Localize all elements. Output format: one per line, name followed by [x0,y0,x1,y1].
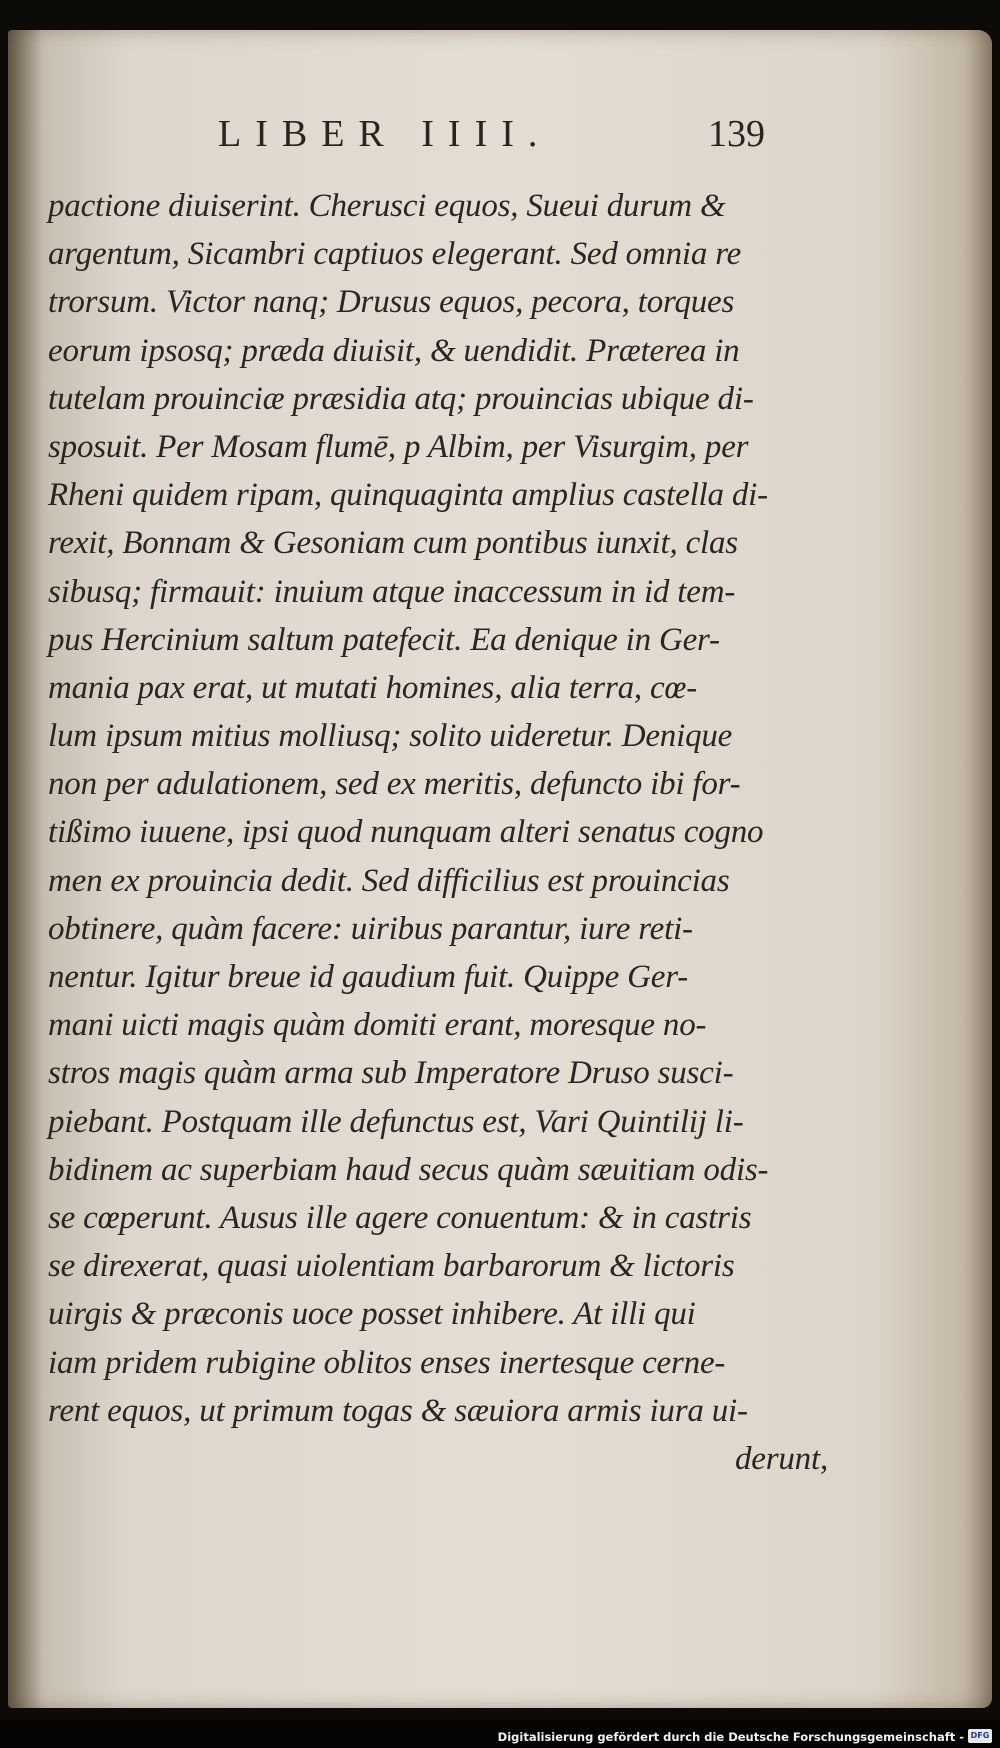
text-line: argentum, Sicambri captiuos elegerant. Sed omnia re [48,236,742,273]
text-line: se cœperunt. Ausus ille agere conuentum: & in castris [48,1199,752,1236]
text-line: mania pax erat, ut mutati homines, alia terra, cœ- [48,669,698,706]
body-text [48,182,828,1483]
text-line: piebant. Postquam ille defunctus est, Vari Quintilij li- [48,1103,744,1140]
text-line: lum ipsum mitius molliusq; solito uideretur. Denique [48,718,733,755]
book-page [8,30,992,1708]
text-line: nentur. Igitur breue id gaudium fuit. Quippe Ger- [48,959,689,995]
text-line: eorum ipsosq; præda diuisit, & uendidit. Præterea in [48,332,740,369]
funding-credit: Digitalisierung gefördert durch die Deutsche Forschungsgemeinschaft - [497,1730,964,1744]
text-line: uirgis & præconis uoce posset inhibere. At illi qui [48,1296,696,1333]
text-line: non per adulationem, sed ex meritis, defuncto ibi for- [48,766,741,803]
text-line: bidinem ac superbiam haud secus quàm sæuitiam odis- [48,1151,769,1188]
text-line: tutelam prouinciæ præsidia atq; prouincias ubique di- [48,380,754,417]
text-line: sibusq; firmauit: inuium atque inaccessum in id tem- [48,573,736,610]
text-line: sposuit. Per Mosam flumē, p Albim, per Visurgim, per [48,428,749,465]
running-head [8,112,992,172]
text-line: tißimo iuuene, ipsi quod nunquam alteri senatus cogno [48,814,764,851]
text-line: Rheni quidem ripam, quinquaginta amplius castella di- [48,477,768,514]
text-line: obtinere, quàm facere: uiribus parantur, iure reti- [48,910,693,947]
text-line: iam pridem rubigine oblitos enses inertesque cerne- [48,1344,726,1381]
text-line: rent equos, ut primum togas & sæuiora armis iura ui- [48,1392,748,1429]
dfg-logo-icon: DFG [968,1729,992,1743]
text-line: mani uicti magis quàm domiti erant, moresque no- [48,1007,707,1044]
digitization-footer [0,1720,1000,1748]
running-title: LIBER IIII. [218,113,552,155]
text-line: stros magis quàm arma sub Imperatore Druso susci- [48,1055,734,1092]
catchword: derunt, [734,1440,828,1477]
text-line: se direxerat, quasi uiolentiam barbarorum & lictoris [48,1248,735,1285]
text-line: pus Hercinium saltum patefecit. Ea denique in Ger- [48,621,720,658]
spine-shadow [8,30,42,1708]
page-number: 139 [708,113,765,155]
text-line: trorsum. Victor nanq; Drusus equos, pecora, torques [48,284,735,321]
text-line: pactione diuiserint. Cherusci equos, Sueui durum & [48,188,726,224]
text-line: men ex prouincia dedit. Sed difficilius est prouincias [48,862,730,899]
text-line: rexit, Bonnam & Gesoniam cum pontibus iunxit, clas [48,525,738,562]
